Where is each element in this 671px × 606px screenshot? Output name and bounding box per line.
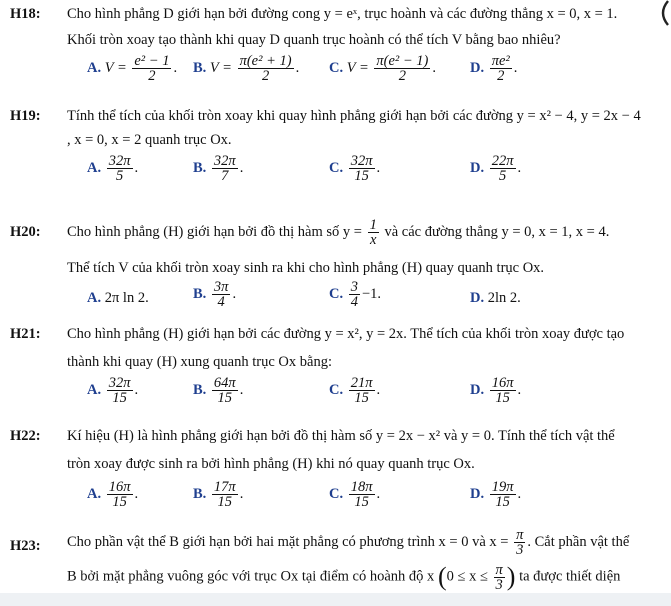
option-suffix: . (295, 59, 300, 76)
answer-option[interactable] (329, 376, 380, 405)
option-suffix: . (173, 59, 178, 76)
question-text: , x = 0, x = 2 quanh trục Ox. (67, 132, 232, 148)
answer-option[interactable] (470, 154, 521, 183)
answer-option[interactable] (193, 280, 236, 309)
fraction-numerator: π(e² − 1) (376, 53, 429, 69)
option-prefix: V = (104, 59, 127, 76)
option-label: B. (193, 285, 207, 302)
option-label: A. (87, 290, 102, 306)
option-label: C. (329, 381, 344, 398)
option-label: D. (470, 381, 485, 398)
option-prefix: V = (209, 59, 232, 76)
option-suffix: . (134, 381, 139, 398)
option-suffix: . (232, 285, 237, 302)
fraction-denominator: 15 (217, 494, 233, 510)
fraction-numerator: 3π (213, 279, 229, 295)
option-suffix: . (376, 485, 381, 502)
answer-option[interactable] (87, 376, 138, 405)
fraction-denominator: 15 (112, 494, 127, 510)
fraction-numerator: π (495, 561, 503, 578)
option-label: D. (470, 59, 485, 76)
question-text: Thể tích V của khối tròn xoay sinh ra khi cho hình phẳng (H) quay quanh trục Ox. (67, 260, 545, 276)
fraction-numerator: 1 (369, 217, 377, 233)
fraction-numerator: 19π (491, 479, 514, 495)
fraction-numerator: 32π (108, 375, 131, 391)
question-text: thành khi quay (H) xung quanh trục Ox bằng: (67, 354, 332, 370)
option-label: A. (87, 381, 102, 398)
fraction-numerator: 22π (491, 153, 514, 169)
answer-option[interactable] (193, 54, 299, 83)
option-label: D. (470, 290, 485, 306)
answer-option[interactable] (87, 54, 177, 83)
answer-option[interactable] (193, 376, 243, 405)
bottom-toolbar-strip (0, 593, 671, 606)
option-suffix: . (376, 159, 381, 176)
question-text-part: và các đường thẳng y = 0, x = 1, x = 4. (384, 223, 610, 240)
option-label: B. (193, 59, 207, 76)
option-text: 2π ln 2. (104, 290, 149, 306)
question-text (67, 562, 620, 592)
option-label: C. (329, 485, 344, 502)
fraction-numerator: 32π (213, 153, 236, 169)
fraction-numerator: 18π (350, 479, 373, 495)
question-text-part: Cho hình phẳng (H) giới hạn bởi đồ thị hàm số y = (67, 223, 362, 240)
question-text: Cho hình phẳng D giới hạn bởi đường cong y = eˣ, trục hoành và các đường thẳng x = 0, x = 1. (67, 6, 618, 22)
fraction-numerator: π (516, 527, 524, 543)
fraction-denominator: 5 (115, 168, 124, 184)
option-label: B. (193, 159, 207, 176)
fraction-denominator: 15 (354, 494, 369, 510)
option-suffix: . (134, 159, 139, 176)
question-text (67, 528, 629, 557)
question-text-part: 0 ≤ x ≤ (446, 568, 488, 585)
question-text-part: Cho phần vật thể B giới hạn bởi hai mặt phẳng có phương trình x = 0 và x = (67, 533, 509, 550)
fraction-numerator: 16π (108, 479, 131, 495)
option-suffix: . (239, 159, 244, 176)
option-label: C. (329, 59, 344, 76)
fraction-denominator: 3 (495, 576, 503, 593)
option-suffix: . (239, 485, 244, 502)
question-number: H18: (10, 6, 41, 22)
fraction-numerator: π(e² + 1) (239, 53, 292, 69)
fraction-numerator: 64π (213, 375, 236, 391)
question-text-part: B bởi mặt phẳng vuông góc với trục Ox tại điểm có hoành độ x (67, 568, 435, 585)
answer-option[interactable] (87, 480, 138, 509)
fraction-numerator: 32π (350, 153, 373, 169)
option-suffix: . (239, 381, 244, 398)
answer-option[interactable] (470, 54, 517, 83)
option-label: D. (470, 485, 485, 502)
answer-option[interactable] (193, 154, 243, 183)
bracket-decoration (654, 0, 671, 26)
fraction-denominator: 15 (495, 494, 510, 510)
option-suffix: . (134, 485, 139, 502)
question-text-part: . Cắt phần vật thể (527, 533, 630, 550)
fraction-numerator: 32π (108, 153, 131, 169)
question-number: H20: (10, 224, 41, 240)
fraction-denominator: 15 (354, 168, 369, 184)
fraction-denominator: 2 (261, 68, 270, 84)
option-suffix: . (517, 159, 522, 176)
option-label: B. (193, 381, 207, 398)
option-suffix: . (432, 59, 436, 76)
option-suffix: . (517, 381, 522, 398)
answer-option[interactable] (87, 154, 138, 183)
question-text: Cho hình phẳng (H) giới hạn bởi các đường y = x², y = 2x. Thể tích của khối tròn xoay được tạo (67, 326, 625, 342)
question-text: Kí hiệu (H) là hình phẳng giới hạn bởi đồ thị hàm số y = 2x − x² và y = 0. Tính thể tích vật thể (67, 428, 615, 444)
option-suffix: . (513, 59, 518, 76)
fraction-denominator: 7 (221, 168, 229, 184)
option-prefix: V = (346, 59, 369, 76)
fraction-denominator: 5 (498, 168, 507, 184)
left-paren: ( (437, 562, 447, 591)
fraction-denominator: 15 (354, 390, 369, 406)
fraction-numerator: πe² (491, 53, 510, 69)
question-text (67, 218, 609, 247)
option-text: 2ln 2. (487, 290, 521, 306)
fraction-denominator: 3 (516, 542, 524, 558)
answer-option[interactable] (470, 480, 521, 509)
question-text-part: ta được thiết diện (519, 568, 621, 585)
fraction-numerator: 17π (213, 479, 236, 495)
option-label: C. (329, 285, 344, 302)
fraction-denominator: 15 (217, 390, 233, 406)
question-text: Khối tròn xoay tạo thành khi quay D quanh trục hoành có thể tích V bằng bao nhiêu? (67, 32, 561, 48)
answer-option[interactable] (329, 480, 380, 509)
answer-option[interactable] (470, 376, 521, 405)
fraction-denominator: 4 (350, 294, 358, 310)
right-paren: ) (506, 562, 516, 591)
fraction-denominator: 4 (217, 294, 225, 310)
answer-option[interactable] (329, 54, 436, 83)
answer-option[interactable] (329, 154, 380, 183)
option-label: A. (87, 485, 102, 502)
question-number: H21: (10, 326, 41, 342)
answer-option[interactable] (193, 480, 243, 509)
option-suffix: . (517, 485, 522, 502)
fraction-denominator: 2 (398, 68, 406, 84)
answer-option[interactable] (87, 290, 149, 307)
fraction-denominator: 2 (497, 68, 505, 84)
question-number: H23: (10, 538, 41, 554)
fraction-numerator: e² − 1 (134, 53, 170, 69)
fraction-numerator: 21π (350, 375, 373, 391)
option-label: B. (193, 485, 207, 502)
question-text: Tính thể tích của khối tròn xoay khi quay hình phẳng giới hạn bởi các đường y = x² − 4, y = 2x − 4 (67, 108, 641, 124)
option-label: D. (470, 159, 485, 176)
fraction-denominator: 15 (495, 390, 510, 406)
option-suffix: −1. (361, 285, 382, 302)
option-label: A. (87, 59, 102, 76)
answer-option[interactable] (470, 290, 521, 307)
fraction-denominator: 2 (148, 68, 156, 84)
question-text: tròn xoay được sinh ra bởi hình phẳng (H) khi nó quay quanh trục Ox. (67, 456, 475, 472)
question-number: H22: (10, 428, 41, 444)
option-label: A. (87, 159, 102, 176)
fraction-numerator: 3 (350, 279, 358, 295)
option-label: C. (329, 159, 344, 176)
fraction-numerator: 16π (491, 375, 514, 391)
fraction-denominator: 15 (112, 390, 127, 406)
option-suffix: . (376, 381, 381, 398)
answer-option[interactable] (329, 280, 381, 309)
question-number: H19: (10, 108, 41, 124)
fraction-denominator: x (370, 232, 377, 248)
